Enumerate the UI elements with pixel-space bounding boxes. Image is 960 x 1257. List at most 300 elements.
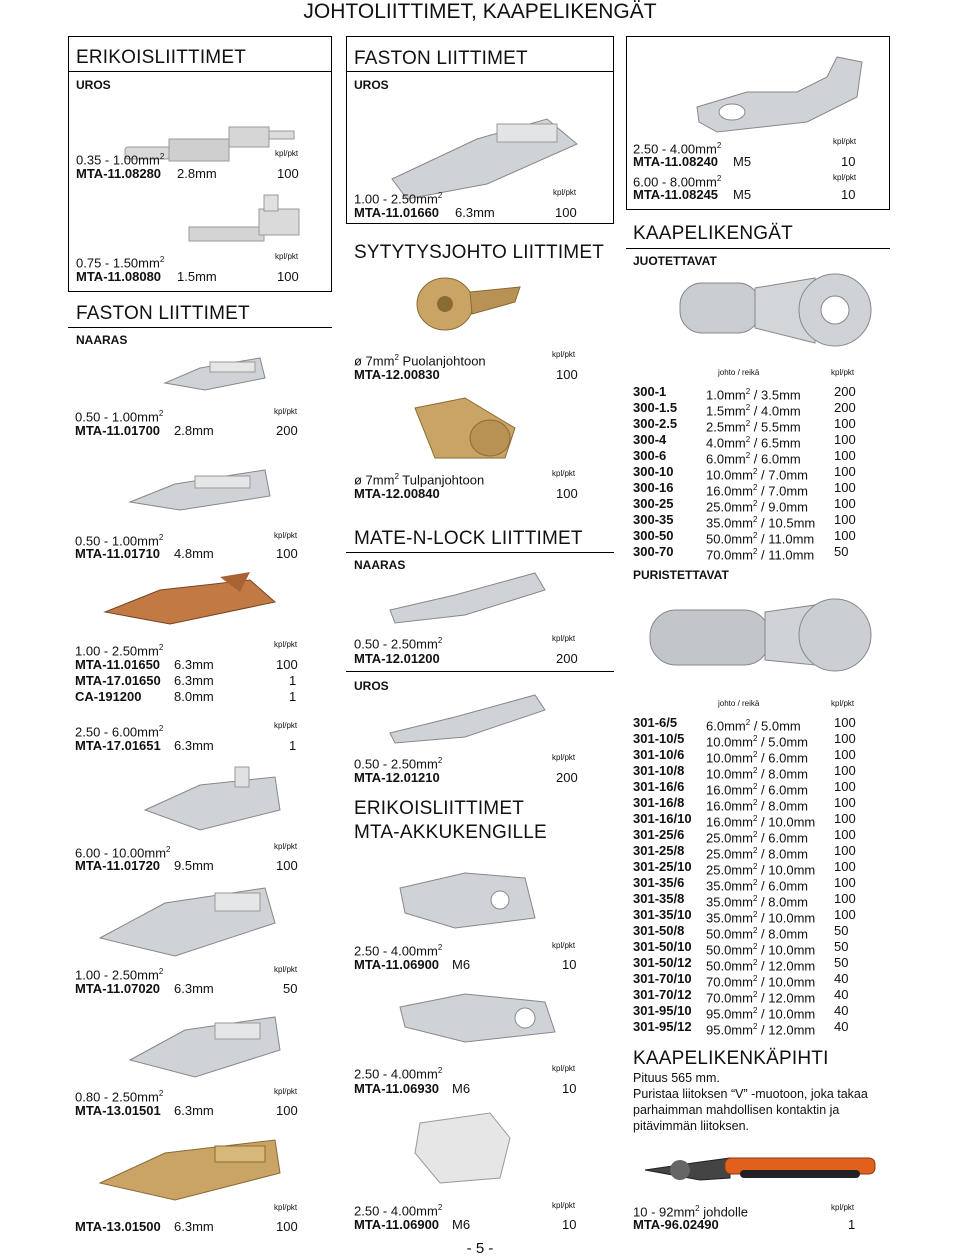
lug-size: $95.0mm^2 / 10.0mm$: [706, 1006, 816, 1022]
connector-photo: [179, 187, 309, 257]
lug-code: 300-70: [633, 544, 674, 559]
divider: [346, 552, 614, 553]
product-code: MTA-12.00840: [354, 486, 440, 501]
column-header: johto / reikä: [718, 368, 760, 377]
wire-size: 10.0mm: [706, 467, 753, 483]
spec-value: M5: [733, 154, 752, 169]
qty-value: 200: [556, 770, 578, 785]
kpl-label: kpl/pkt: [274, 1087, 298, 1096]
hole-size: 6.0mm: [768, 750, 808, 766]
wire-size: 6.0mm: [706, 451, 746, 467]
size-value: ø 7mm: [354, 353, 395, 369]
lug-code: 301-10/5: [633, 731, 685, 746]
lug-size: $35.0mm^2 / 8.0mm$: [706, 894, 808, 910]
kpl-label: kpl/pkt: [831, 368, 855, 377]
qty-value: 1: [848, 1217, 856, 1232]
hole-size: 5.0mm: [761, 718, 801, 734]
connector-photo: [395, 858, 545, 938]
lug-code: 300-25: [633, 496, 674, 511]
hole-size: 7.0mm: [768, 483, 808, 499]
wire-size: 10.0mm: [706, 750, 753, 766]
spec-value: 2.8mm: [177, 166, 217, 181]
kpl-label: kpl/pkt: [552, 350, 576, 359]
wire-size: 2.5mm: [706, 419, 746, 435]
qty-value: 100: [276, 858, 298, 873]
wire-size: 16.0mm: [706, 814, 753, 830]
lug-size: $50.0mm^2 / 10.0mm$: [706, 942, 816, 958]
lug-qty: 100: [834, 907, 856, 922]
kpl-label: kpl/pkt: [553, 188, 577, 197]
product-code: MTA-11.08245: [633, 187, 719, 202]
page-title: JOHTOLIITTIMET, KAAPELIKENGÄT: [303, 0, 657, 23]
section-title: FASTON LIITTIMET: [76, 303, 250, 324]
lug-code: 301-35/6: [633, 875, 685, 890]
connector-photo: [160, 348, 270, 398]
wire-size: 70.0mm: [706, 547, 753, 563]
qty-value: 100: [555, 205, 577, 220]
size-value: 0.35 - 1.00mm: [76, 152, 160, 168]
section-title-line2: MTA-AKKUKENGILLE: [354, 822, 547, 843]
lug-qty: 40: [834, 971, 849, 986]
spec-value: 6.3mm: [174, 673, 214, 688]
hole-size: 10.0mm: [768, 942, 816, 958]
section-subtitle: UROS: [354, 78, 389, 92]
section-title: KAAPELIKENGÄT: [633, 223, 793, 244]
section-subtitle: UROS: [76, 78, 111, 92]
lug-size: $2.5mm^2 / 5.5mm$: [706, 419, 801, 435]
kpl-label: kpl/pkt: [274, 842, 298, 851]
section-title: MATE-N-LOCK LIITTIMET: [354, 528, 583, 549]
lug-size: $16.0mm^2 / 8.0mm$: [706, 798, 808, 814]
spec-value: 6.3mm: [174, 738, 214, 753]
wire-size: 50.0mm: [706, 958, 753, 974]
product-code: MTA-11.01720: [75, 858, 161, 873]
wire-size: 25.0mm: [706, 830, 753, 846]
size-value: 0.50 - 1.00mm: [75, 533, 159, 549]
lug-qty: 100: [834, 891, 856, 906]
qty-value: 100: [276, 1103, 298, 1118]
lug-qty: 100: [834, 795, 856, 810]
size-value: 0.50 - 1.00mm: [75, 409, 159, 425]
section-title: FASTON LIITTIMET: [354, 48, 528, 69]
kpl-label: kpl/pkt: [833, 137, 857, 146]
section-subtitle: NAARAS: [76, 333, 128, 347]
section-subtitle: NAARAS: [354, 558, 406, 572]
qty-value: 10: [562, 1217, 577, 1232]
qty-value: 100: [277, 269, 299, 284]
lug-code: 300-16: [633, 480, 674, 495]
hole-size: 4.0mm: [761, 403, 801, 419]
section-title: SYTYTYSJOHTO LIITTIMET: [354, 242, 605, 263]
lug-qty: 50: [834, 923, 849, 938]
lug-qty: 100: [834, 779, 856, 794]
kpl-label: kpl/pkt: [831, 699, 855, 708]
lug-size: $50.0mm^2 / 12.0mm$: [706, 958, 816, 974]
qty-value: 10: [841, 154, 856, 169]
divider: [347, 71, 613, 72]
lug-qty: 100: [834, 496, 856, 511]
lug-size: $25.0mm^2 / 10.0mm$: [706, 862, 816, 878]
product-code: MTA-11.08280: [76, 166, 162, 181]
spec-value: 6.3mm: [174, 981, 214, 996]
hole-size: 8.0mm: [768, 846, 808, 862]
size-value: 2.50 - 4.00mm: [354, 1203, 438, 1219]
divider: [68, 327, 332, 328]
lug-code: 300-1: [633, 384, 667, 399]
product-code: MTA-96.02490: [633, 1217, 719, 1232]
kpl-label: kpl/pkt: [274, 531, 298, 540]
product-code: MTA-13.01501: [75, 1103, 161, 1118]
lug-size: $50.0mm^2 / 8.0mm$: [706, 926, 808, 942]
size-value: 2.50 - 4.00mm: [354, 1066, 438, 1082]
lug-qty: 100: [834, 528, 856, 543]
tool-length: Pituus 565 mm.: [633, 1071, 720, 1085]
divider: [626, 248, 890, 249]
hole-size: 11.0mm: [768, 547, 815, 563]
kpl-label: kpl/pkt: [552, 941, 576, 950]
lug-size: $70.0mm^2 / 12.0mm$: [706, 990, 816, 1006]
hole-size: 12.0mm: [768, 1022, 816, 1038]
lug-qty: 100: [834, 875, 856, 890]
hole-size: 5.0mm: [768, 734, 808, 750]
lug-qty: 50: [834, 544, 849, 559]
wire-size: 6.0mm: [706, 718, 746, 734]
size-value: 2.50 - 4.00mm: [354, 943, 438, 959]
wire-size: 50.0mm: [706, 531, 753, 547]
lug-code: 300-1.5: [633, 400, 678, 415]
size-value: 6.00 - 10.00mm: [75, 845, 167, 861]
qty-value: 100: [556, 486, 578, 501]
lug-code: 301-50/10: [633, 939, 692, 954]
wire-size: 16.0mm: [706, 782, 753, 798]
product-code: MTA-11.01700: [75, 423, 161, 438]
lug-code: 300-50: [633, 528, 674, 543]
description: Tulpanjohtoon: [402, 472, 485, 488]
lug-code: 301-95/12: [633, 1019, 692, 1034]
product-code: MTA-17.01650: [75, 673, 161, 688]
qty-value: 10: [562, 1081, 577, 1096]
connector-photo: [385, 685, 555, 745]
size-value: 0.50 - 2.50mm: [354, 756, 438, 772]
spec-value: M5: [733, 187, 752, 202]
product-code: MTA-11.06930: [354, 1081, 440, 1096]
qty-value: 10: [562, 957, 577, 972]
lug-qty: 100: [834, 464, 856, 479]
lug-qty: 100: [834, 843, 856, 858]
kpl-label: kpl/pkt: [833, 173, 857, 182]
product-code: MTA-11.01710: [75, 546, 161, 561]
section-title: ERIKOISLIITTIMET: [76, 47, 246, 68]
spec-value: 6.3mm: [174, 657, 214, 672]
wire-size: 16.0mm: [706, 798, 753, 814]
spec-value: M6: [452, 1081, 471, 1096]
qty-value: 1: [289, 738, 297, 753]
qty-value: 200: [556, 651, 578, 666]
qty-value: 100: [277, 166, 299, 181]
lug-code: 301-50/8: [633, 923, 685, 938]
lug-qty: 100: [834, 763, 856, 778]
kpl-label: kpl/pkt: [552, 634, 576, 643]
size-value: 2.50 - 4.00mm: [633, 141, 717, 157]
wire-size: 50.0mm: [706, 942, 753, 958]
hole-size: 10.0mm: [768, 862, 816, 878]
hole-size: 10.0mm: [768, 910, 816, 926]
kpl-label: kpl/pkt: [552, 469, 576, 478]
lug-qty: 200: [834, 400, 856, 415]
lug-code: 301-16/8: [633, 795, 685, 810]
description: Puolanjohtoon: [402, 353, 486, 369]
spec-value: 8.0mm: [174, 689, 214, 704]
kpl-label: kpl/pkt: [274, 721, 298, 730]
wire-size: 1.5mm: [706, 403, 746, 419]
cable-lug-photo: [640, 590, 880, 680]
lug-code: 301-35/10: [633, 907, 692, 922]
qty-value: 200: [276, 423, 298, 438]
hole-size: 10.5mm: [768, 515, 816, 531]
wire-size: 10.0mm: [706, 766, 753, 782]
kpl-label: kpl/pkt: [552, 1064, 576, 1073]
lug-size: $25.0mm^2 / 6.0mm$: [706, 830, 808, 846]
wire-size: 4.0mm: [706, 435, 746, 451]
lug-size: $25.0mm^2 / 9.0mm$: [706, 499, 808, 515]
divider: [69, 71, 331, 72]
section-subtitle: JUOTETTAVAT: [633, 254, 717, 268]
qty-value: 10: [841, 187, 856, 202]
lug-code: 301-6/5: [633, 715, 678, 730]
lug-size: $35.0mm^2 / 10.5mm$: [706, 515, 816, 531]
qty-value: 100: [276, 657, 298, 672]
lug-size: $6.0mm^2 / 5.0mm$: [706, 718, 801, 734]
hole-size: 12.0mm: [768, 990, 816, 1006]
lug-size: $10.0mm^2 / 6.0mm$: [706, 750, 808, 766]
lug-size: $10.0mm^2 / 7.0mm$: [706, 467, 808, 483]
size-value: ø 7mm: [354, 472, 395, 488]
connector-photo: [95, 878, 280, 963]
size-value: 10 - 92mm: [633, 1204, 696, 1220]
spec-value: 9.5mm: [174, 858, 214, 873]
lug-qty: 100: [834, 448, 856, 463]
lug-size: $10.0mm^2 / 8.0mm$: [706, 766, 808, 782]
qty-value: 1: [289, 673, 297, 688]
size-value: 0.80 - 2.50mm: [75, 1089, 159, 1105]
hole-size: 8.0mm: [768, 766, 808, 782]
lug-code: 300-35: [633, 512, 674, 527]
wire-size: 25.0mm: [706, 862, 753, 878]
kpl-label: kpl/pkt: [274, 640, 298, 649]
wire-size: 25.0mm: [706, 846, 753, 862]
lug-size: $4.0mm^2 / 6.5mm$: [706, 435, 801, 451]
lug-code: 300-10: [633, 464, 674, 479]
lug-qty: 100: [834, 859, 856, 874]
lug-code: 300-6: [633, 448, 667, 463]
wire-size: 95.0mm: [706, 1022, 753, 1038]
product-code: MTA-13.01500: [75, 1219, 161, 1234]
page-number: - 5 -: [466, 1240, 494, 1257]
lug-size: $95.0mm^2 / 12.0mm$: [706, 1022, 816, 1038]
qty-value: 100: [276, 1219, 298, 1234]
lug-size: $1.5mm^2 / 4.0mm$: [706, 403, 801, 419]
lug-code: 301-16/10: [633, 811, 692, 826]
spec-value: M6: [452, 1217, 471, 1232]
lug-qty: 200: [834, 384, 856, 399]
qty-value: 100: [556, 367, 578, 382]
lug-code: 301-35/8: [633, 891, 685, 906]
lug-code: 301-25/8: [633, 843, 685, 858]
hole-size: 5.5mm: [761, 419, 801, 435]
lug-size: $1.0mm^2 / 3.5mm$: [706, 387, 801, 403]
connector-photo: [400, 1108, 550, 1188]
size-value: 1.00 - 2.50mm: [75, 967, 159, 983]
lug-qty: 50: [834, 955, 849, 970]
lug-qty: 50: [834, 939, 849, 954]
faston-uros-box: FASTON LIITTIMET UROS $1.00 - 2.50mm^2$ kpl/pkt MTA-11.01660 6.3mm 100: [346, 36, 614, 224]
qty-value: 1: [289, 689, 297, 704]
spec-value: M6: [452, 957, 471, 972]
size-value: 0.50 - 2.50mm: [354, 636, 438, 652]
product-code: MTA-12.01210: [354, 770, 440, 785]
lug-code: 301-10/8: [633, 763, 685, 778]
spec-value: 2.8mm: [174, 423, 214, 438]
kpl-label: kpl/pkt: [275, 252, 299, 261]
lug-code: 301-95/10: [633, 1003, 692, 1018]
hole-size: 6.0mm: [768, 878, 808, 894]
wire-size: 10.0mm: [706, 734, 753, 750]
product-code: MTA-12.01200: [354, 651, 440, 666]
kpl-label: kpl/pkt: [831, 1203, 855, 1212]
wire-size: 70.0mm: [706, 974, 753, 990]
hole-size: 12.0mm: [768, 958, 816, 974]
erikoisliittimet-box: ERIKOISLIITTIMET UROS $0.35 - 1.00mm^2$ kpl/pkt MTA-11.08280 2.8mm 100 $0.75 - 1.50mm^2$ kpl/pkt MTA-11.08080 1.5mm 100: [68, 36, 332, 292]
hole-size: 8.0mm: [768, 798, 808, 814]
lug-size: $50.0mm^2 / 11.0mm$: [706, 531, 815, 547]
hole-size: 6.0mm: [761, 451, 801, 467]
lug-code: 301-25/10: [633, 859, 692, 874]
wire-size: 1.0mm: [706, 387, 746, 403]
lug-size: $16.0mm^2 / 7.0mm$: [706, 483, 808, 499]
lug-code: 301-25/6: [633, 827, 685, 842]
lug-size: $6.0mm^2 / 6.0mm$: [706, 451, 801, 467]
lug-qty: 40: [834, 1003, 849, 1018]
lug-qty: 100: [834, 747, 856, 762]
product-code: CA-191200: [75, 689, 142, 704]
lug-size: $70.0mm^2 / 11.0mm$: [706, 547, 815, 563]
lug-qty: 100: [834, 731, 856, 746]
size-value: 2.50 - 6.00mm: [75, 724, 159, 740]
kpl-label: kpl/pkt: [552, 753, 576, 762]
hole-size: 10.0mm: [768, 814, 816, 830]
hole-size: 6.5mm: [761, 435, 801, 451]
size-suffix: johdolle: [703, 1204, 749, 1220]
ring-connector-photo: [687, 47, 877, 137]
lug-qty: 100: [834, 416, 856, 431]
lug-size: $10.0mm^2 / 5.0mm$: [706, 734, 808, 750]
lug-code: 301-16/6: [633, 779, 685, 794]
lug-qty: 100: [834, 480, 856, 495]
qty-value: 100: [276, 546, 298, 561]
wire-size: 25.0mm: [706, 499, 753, 515]
hole-size: 8.0mm: [768, 926, 808, 942]
product-code: MTA-11.01660: [354, 205, 440, 220]
lug-code: 300-2.5: [633, 416, 678, 431]
connector-photo: [395, 982, 565, 1052]
lug-size: $35.0mm^2 / 6.0mm$: [706, 878, 808, 894]
wire-size: 16.0mm: [706, 483, 753, 499]
lug-size: $70.0mm^2 / 10.0mm$: [706, 974, 816, 990]
connector-photo: [140, 765, 285, 840]
lug-qty: 40: [834, 987, 849, 1002]
wire-size: 35.0mm: [706, 878, 753, 894]
hole-size: 11.0mm: [768, 531, 815, 547]
lug-code: 300-4: [633, 432, 667, 447]
spec-value: 6.3mm: [174, 1219, 214, 1234]
kpl-label: kpl/pkt: [275, 149, 299, 158]
lug-code: 301-50/12: [633, 955, 692, 970]
wire-size: 50.0mm: [706, 926, 753, 942]
kpl-label: kpl/pkt: [552, 1201, 576, 1210]
size-value: 6.00 - 8.00mm: [633, 174, 717, 190]
lug-qty: 40: [834, 1019, 849, 1034]
wire-size: 35.0mm: [706, 894, 753, 910]
wire-size: 70.0mm: [706, 990, 753, 1006]
lug-code: 301-70/10: [633, 971, 692, 986]
kpl-label: kpl/pkt: [274, 407, 298, 416]
erikois-m5-box: $2.50 - 4.00mm^2$ kpl/pkt MTA-11.08240 M5 10 $6.00 - 8.00mm^2$ kpl/pkt MTA-11.08245 M5 10: [626, 36, 890, 210]
lug-qty: 100: [834, 432, 856, 447]
lug-qty: 100: [834, 811, 856, 826]
product-code: MTA-11.01650: [75, 657, 161, 672]
section-title: KAAPELIKENKÄPIHTI: [633, 1048, 829, 1069]
section-subtitle: UROS: [354, 679, 389, 693]
product-code: MTA-17.01651: [75, 738, 161, 753]
size-value: 1.00 - 2.50mm: [354, 191, 438, 207]
spec-value: 6.3mm: [174, 1103, 214, 1118]
qty-value: 50: [283, 981, 298, 996]
column-header: johto / reikä: [718, 699, 760, 708]
hole-size: 10.0mm: [768, 1006, 816, 1022]
lug-qty: 100: [834, 715, 856, 730]
product-code: MTA-11.06900: [354, 957, 440, 972]
hole-size: 6.0mm: [768, 830, 808, 846]
lug-code: 301-10/6: [633, 747, 685, 762]
size-value: 0.75 - 1.50mm: [76, 255, 160, 271]
spec-value: 1.5mm: [177, 269, 217, 284]
hole-size: 6.0mm: [768, 782, 808, 798]
hole-size: 9.0mm: [768, 499, 808, 515]
spec-value: 4.8mm: [174, 546, 214, 561]
copper-connector-photo: [100, 572, 290, 632]
brass-connector-photo: [410, 272, 530, 344]
wire-size: 95.0mm: [706, 1006, 753, 1022]
lug-size: $16.0mm^2 / 6.0mm$: [706, 782, 808, 798]
hole-size: 8.0mm: [768, 894, 808, 910]
product-code: MTA-11.08240: [633, 154, 719, 169]
section-subtitle: PURISTETTAVAT: [633, 568, 729, 582]
wire-size: 35.0mm: [706, 515, 753, 531]
kpl-label: kpl/pkt: [274, 965, 298, 974]
lug-qty: 100: [834, 827, 856, 842]
product-code: MTA-12.00830: [354, 367, 440, 382]
lug-size: $25.0mm^2 / 8.0mm$: [706, 846, 808, 862]
tool-description: Puristaa liitoksen “V” -muotoon, joka takaa parhaimman mahdollisen kontaktin ja pitävimmän liitoksen.: [633, 1087, 868, 1133]
product-code: MTA-11.07020: [75, 981, 161, 996]
lug-size: $35.0mm^2 / 10.0mm$: [706, 910, 816, 926]
connector-photo: [125, 462, 275, 522]
cable-lug-photo: [675, 268, 875, 353]
hole-size: 3.5mm: [761, 387, 801, 403]
spec-value: 6.3mm: [455, 205, 495, 220]
divider: [346, 671, 614, 672]
wire-size: 35.0mm: [706, 910, 753, 926]
